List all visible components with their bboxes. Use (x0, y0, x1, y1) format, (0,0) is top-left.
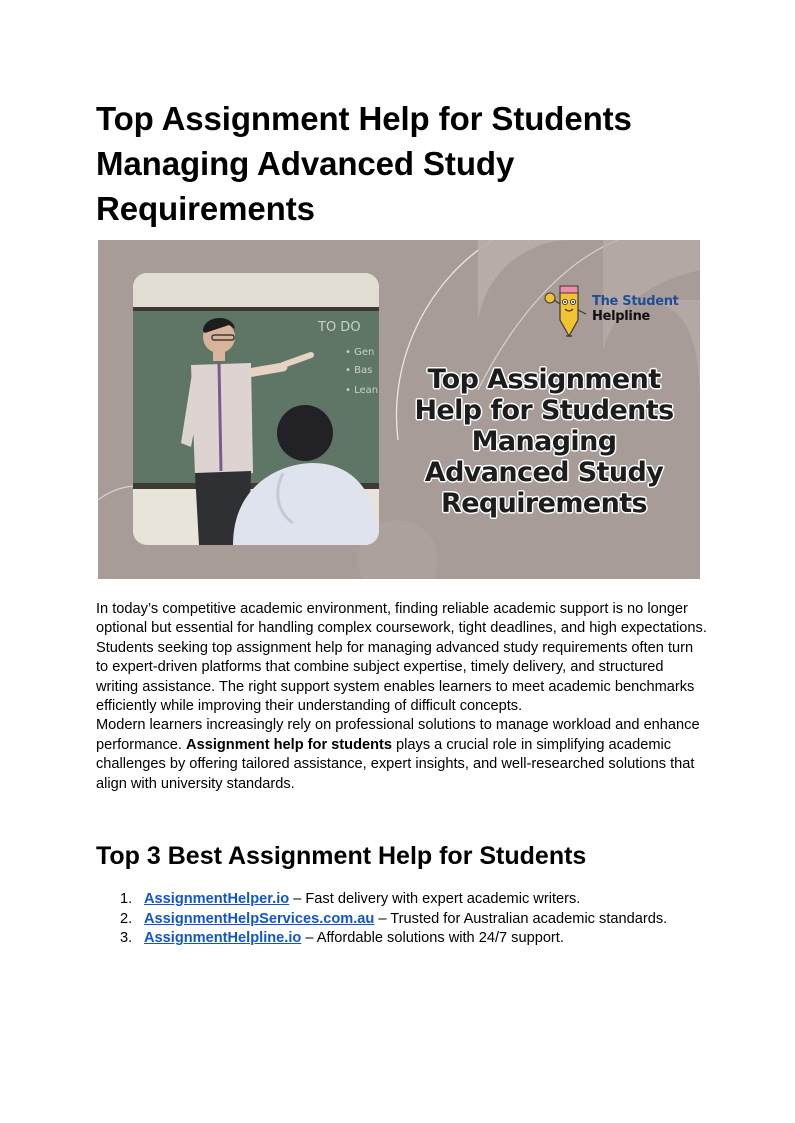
list-number: 1. (120, 891, 133, 907)
link-assignmenthelper[interactable]: AssignmentHelper.io (144, 891, 290, 907)
list-description: – Trusted for Australian academic standards. (374, 910, 668, 927)
banner-heading-line: Top Assignment (427, 364, 661, 395)
list-item (96, 929, 716, 949)
svg-text:• Lean: • Lean (345, 385, 379, 396)
logo-text-line1: The Student (592, 294, 679, 309)
recommendation-list (96, 890, 716, 949)
list-item (96, 910, 716, 930)
banner-heading-line: Advanced Study (424, 457, 664, 488)
intro-paragraph-1: In today’s competitive academic environment, finding reliable academic support is no longer optional but essential for handling complex coursework, tight deadlines, and high expectations. Students seeking top assignment help for managing advanced study requirements often turn to expert-driven platforms that combine subject expertise, timely delivery, and structured writing assistance. The right support system enables learners to meet academic benchmarks efficiently while improving their understanding of difficult concepts. (96, 601, 707, 715)
list-number: 3. (120, 930, 133, 947)
banner-heading-line: Help for Students (414, 395, 674, 426)
intro-paragraph-2: Modern learners increasingly rely on professional solutions to manage workload and enhance performance. Assignment help for students plays a crucial role in simplifying academic challenges by offering tailored assistance, expert insights, and well-researched solutions that align with university standards. (96, 717, 700, 792)
section-heading: Top 3 Best Assignment Help for Students (96, 842, 587, 870)
list-description: – Affordable solutions with 24/7 support. (301, 930, 564, 947)
list-number: 2. (120, 910, 133, 927)
link-assignmenthelpline[interactable]: AssignmentHelpline.io (144, 930, 302, 947)
the-student-helpline-logo (538, 280, 688, 340)
featured-banner (98, 240, 700, 579)
intro-text (96, 600, 708, 794)
list-item (96, 890, 716, 910)
banner-heading (394, 364, 694, 519)
classroom-photo (133, 273, 379, 545)
list-description: – Fast delivery with expert academic writers. (289, 891, 581, 907)
svg-text:• Gen: • Gen (345, 347, 375, 358)
bold-phrase: Assignment help for students (186, 736, 392, 753)
logo-text-line2: Helpline (592, 309, 651, 324)
link-assignmenthelpservices[interactable]: AssignmentHelpServices.com.au (144, 910, 375, 927)
chalkboard-todo: TO DO (318, 320, 361, 335)
banner-heading-line: Requirements (441, 488, 647, 519)
banner-heading-line: Managing (471, 426, 617, 457)
page-title: Top Assignment Help for Students Managing Advanced Study Requirements (96, 100, 632, 227)
svg-text:• Bas: • Bas (345, 365, 373, 376)
pencil-mascot-icon (538, 280, 592, 340)
